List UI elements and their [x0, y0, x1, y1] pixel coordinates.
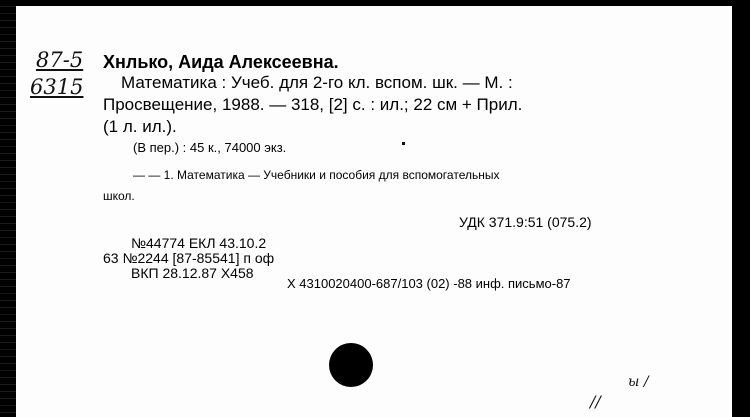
title-line-3: (1 л. ил.). — [103, 117, 177, 136]
title-line-2: Просвещение, 1988. — 318, [2] с. : ил.; 22 см + Прил. — [103, 95, 523, 114]
ink-speck — [402, 142, 405, 145]
classification-line: Х 4310020400-687/103 (02) -88 инф. письмо-87 — [287, 276, 571, 291]
handwritten-mark: ы / — [628, 374, 649, 390]
title-line-1: Математика : Учеб. для 2-го кл. вспом. шк. — М. : — [121, 73, 513, 92]
vkp-line: ВКП 28.12.87 Х458 — [131, 265, 254, 281]
udc-code: УДК 371.9:51 (075.2) — [459, 214, 592, 230]
price-line: (В пер.) : 45 к., 74000 экз. — [133, 140, 287, 155]
accession-number: №44774 ЕКЛ 43.10.2 — [131, 235, 267, 251]
author-heading: Хнлько, Аида Алексеевна. — [103, 52, 339, 72]
subject-line-2: школ. — [103, 189, 135, 203]
punch-hole — [329, 343, 373, 387]
scan-border-right — [732, 0, 750, 417]
handwritten-mark-2: // — [590, 392, 601, 411]
shelfmark-line-1: 87-5 — [36, 48, 84, 72]
order-number: 63 №2244 [87-85541] п оф — [103, 250, 275, 266]
subject-line-1: — — 1. Математика — Учебники и пособия для вспомогательных — [133, 168, 500, 182]
shelfmark-line-2: 6315 — [30, 75, 84, 99]
scan-border-left — [0, 0, 16, 417]
